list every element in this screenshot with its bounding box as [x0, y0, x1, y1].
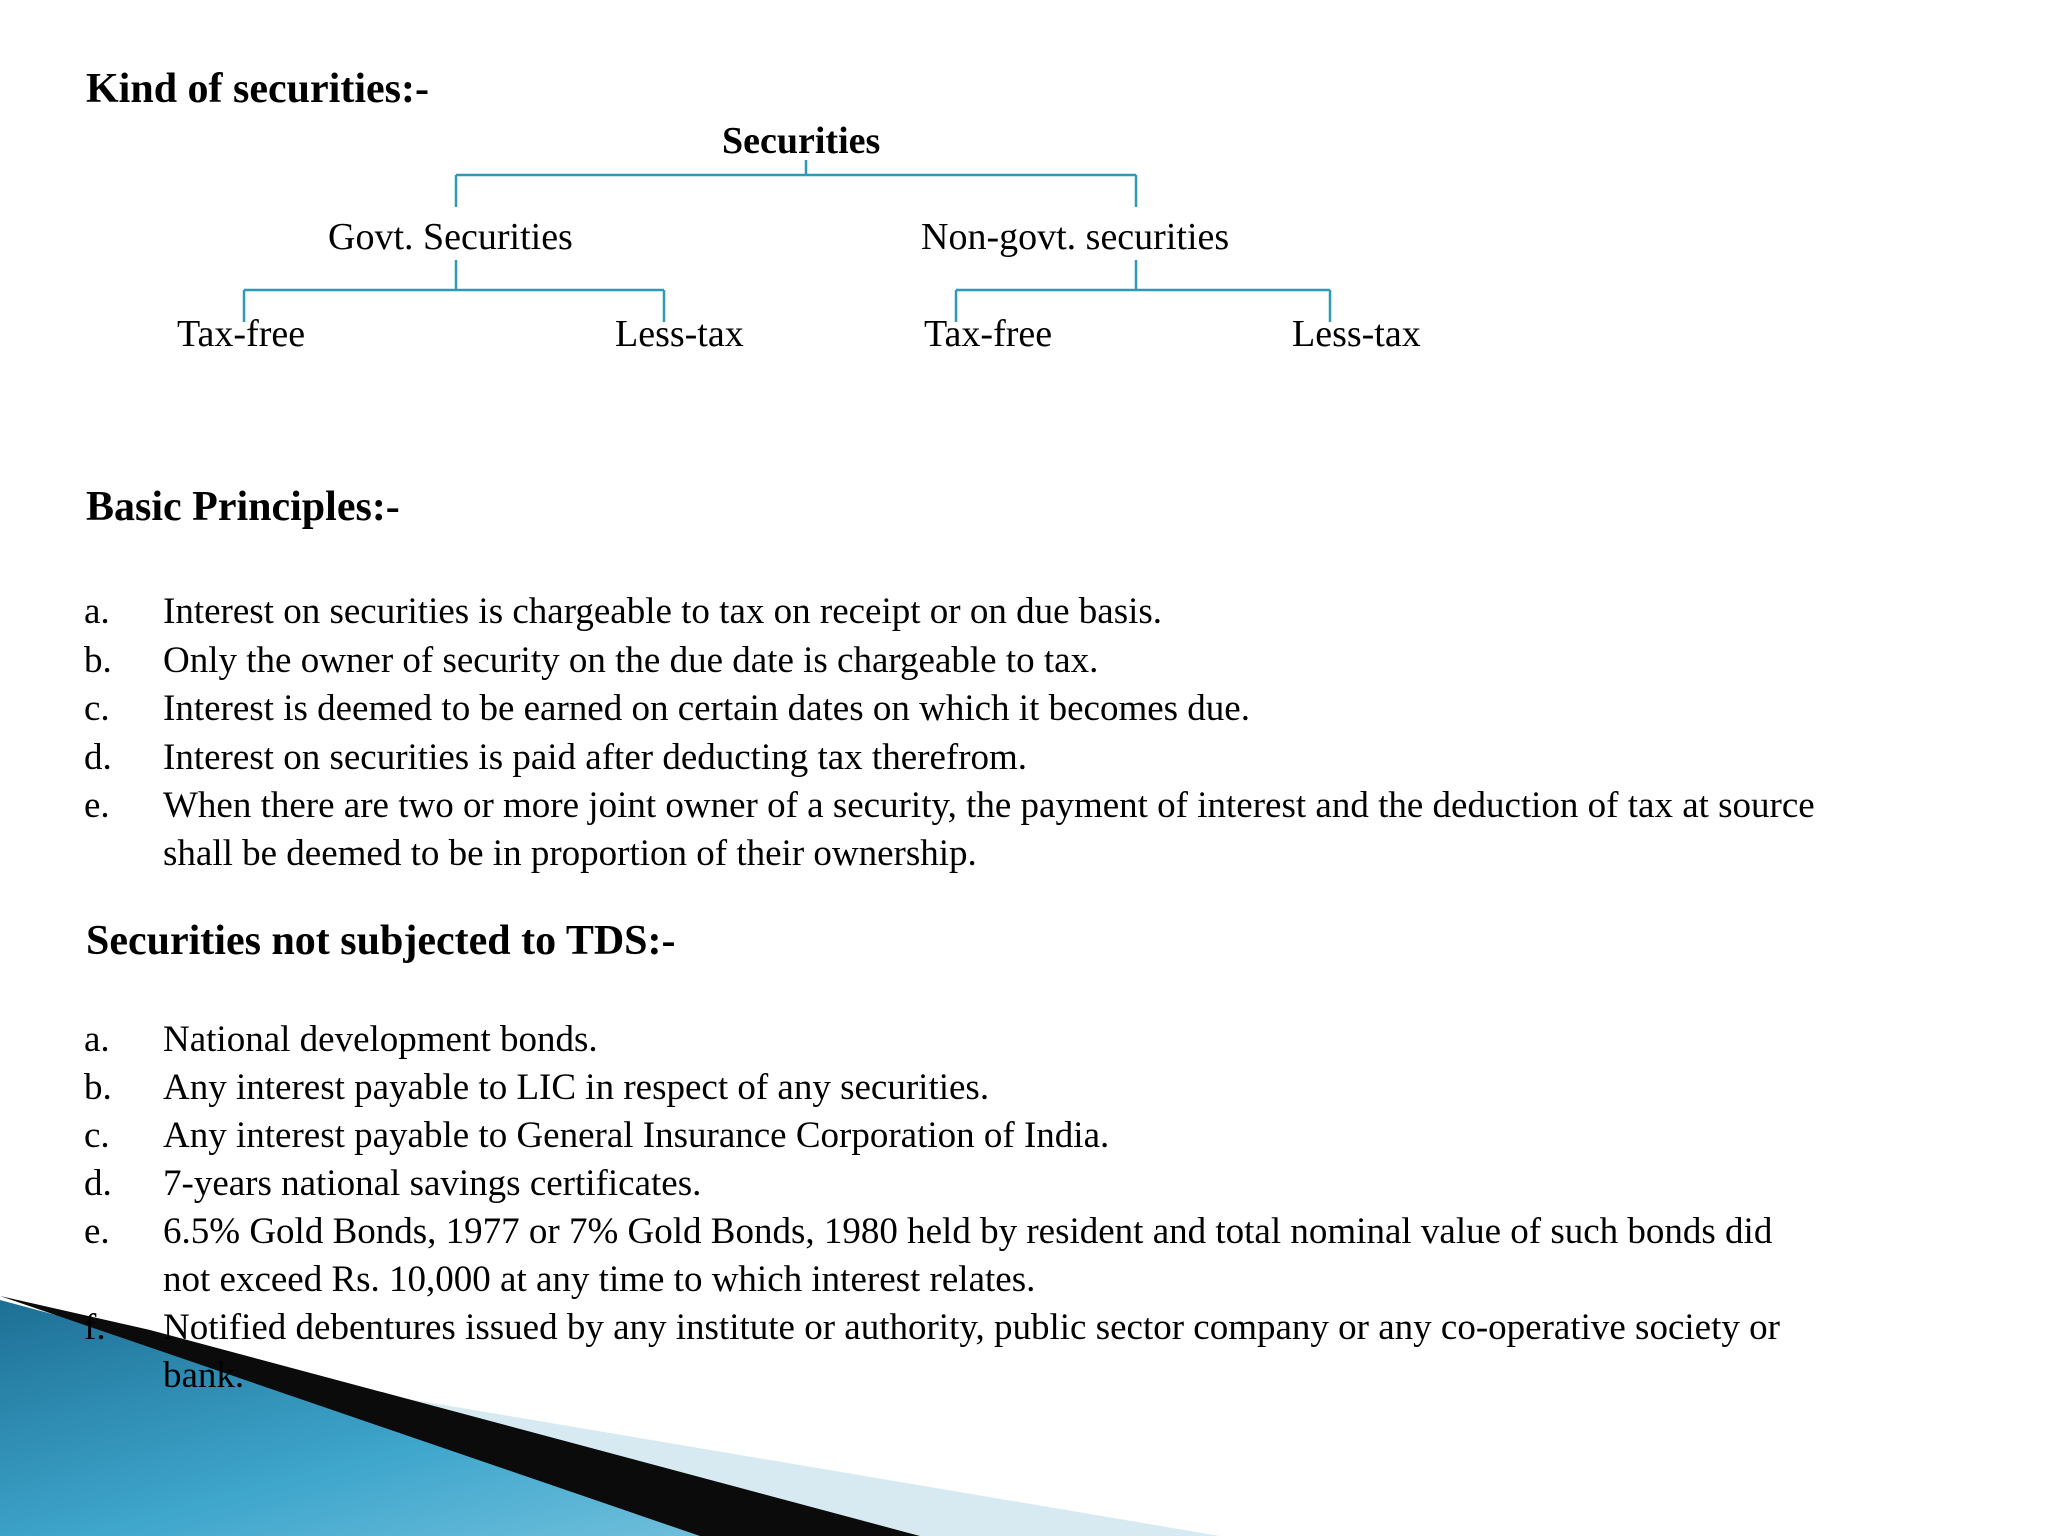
list-marker: b. [84, 1067, 112, 1108]
list-marker: e. [84, 785, 110, 826]
tree-leaf-govt-less-tax: Less-tax [615, 313, 744, 355]
list-item-text: Any interest payable to General Insurance Corporation of India. [163, 1115, 1110, 1156]
tree-leaf-govt-tax-free: Tax-free [177, 313, 306, 355]
list-marker: b. [84, 640, 112, 681]
tds-exempt-securities-heading: Securities not subjected to TDS:- [86, 918, 676, 964]
list-item-text: Interest on securities is chargeable to tax on receipt or on due basis. [163, 591, 1163, 632]
tree-leaf-non-govt-tax-free: Tax-free [924, 313, 1053, 355]
list-item-text: 7-years national savings certificates. [163, 1163, 702, 1204]
tree-node-non-govt-securities: Non-govt. securities [921, 216, 1230, 258]
list-item-text: National development bonds. [163, 1019, 598, 1060]
list-item-text: When there are two or more joint owner of a security, the payment of interest and the deduction of tax at source shall be deemed to be in proportion of their ownership. [163, 785, 1815, 874]
list-marker: c. [84, 1115, 110, 1156]
list-marker: d. [84, 1163, 112, 1204]
list-marker: d. [84, 737, 112, 778]
tree-leaf-non-govt-less-tax: Less-tax [1292, 313, 1421, 355]
list-marker: c. [84, 688, 110, 729]
kind-of-securities-heading: Kind of securities:- [86, 66, 429, 112]
tree-root-securities: Securities [722, 120, 881, 162]
tree-node-govt-securities: Govt. Securities [328, 216, 573, 258]
list-marker: a. [84, 1019, 110, 1060]
list-marker: f. [84, 1307, 106, 1348]
list-marker: a. [84, 591, 110, 632]
list-item-text: Notified debentures issued by any institute or authority, public sector company or any co-operative society or bank. [163, 1307, 1780, 1396]
tree-connector-root [456, 160, 1136, 207]
list-item-text: Only the owner of security on the due date is chargeable to tax. [163, 640, 1099, 681]
list-item-text: Interest is deemed to be earned on certain dates on which it becomes due. [163, 688, 1250, 729]
list-item-text: 6.5% Gold Bonds, 1977 or 7% Gold Bonds, 1980 held by resident and total nominal value of such bonds did not exceed Rs. 10,000 at any time to which interest relates. [163, 1211, 1773, 1300]
basic-principles-heading: Basic Principles:- [86, 484, 400, 530]
list-marker: e. [84, 1211, 110, 1252]
list-item-text: Any interest payable to LIC in respect of any securities. [163, 1067, 990, 1108]
tree-connector-govt [244, 260, 664, 322]
list-item-text: Interest on securities is paid after deducting tax therefrom. [163, 737, 1028, 778]
